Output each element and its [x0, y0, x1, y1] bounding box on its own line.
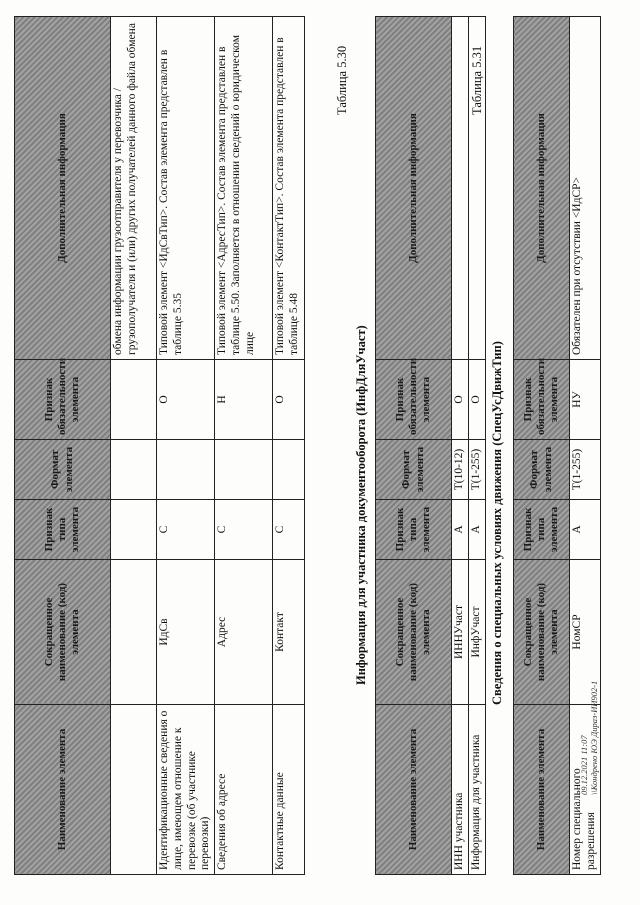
table-cell: НомСР [570, 560, 601, 705]
table-cell: Адрес [215, 560, 273, 705]
table-cell: О [157, 360, 215, 440]
table-cell: Номер специального разрешения [570, 705, 601, 875]
table-cell: Н [215, 360, 273, 440]
header-cell: Признак типа элемента [15, 500, 111, 560]
header-cell: Наименование элемента [514, 705, 570, 875]
table-row [215, 17, 273, 875]
table-cell [111, 705, 157, 875]
header-cell: Дополнительная информация [15, 17, 111, 360]
table-cell: А [468, 500, 485, 560]
table-cell [215, 440, 273, 500]
table-cell [157, 440, 215, 500]
header-cell: Дополнительная информация [376, 17, 452, 360]
header-cell: Признак типа элемента [376, 500, 452, 560]
table-row [111, 17, 157, 875]
table-cell: Типовой элемент <ИдСвТип>. Состав элемента представлен в таблице 5.35 [157, 17, 215, 360]
table-cell: Сведения об адресе [215, 705, 273, 875]
header-cell: Признак обязательности элемента [514, 360, 570, 440]
table-cell: Типовой элемент <КонтактТип>. Состав элемента представлен в таблице 5.48 [273, 17, 305, 360]
table-cell: НУ [570, 360, 601, 440]
table-cell [111, 360, 157, 440]
header-cell: Формат элемента [15, 440, 111, 500]
table-cell: С [215, 500, 273, 560]
table-cell: Т(1-255) [570, 440, 601, 500]
table-cell: С [157, 500, 215, 560]
table-cell: Контакт [273, 560, 305, 705]
table-header-row [376, 17, 452, 875]
table-cell: Т(10-12) [452, 440, 469, 500]
table-cell: А [452, 500, 469, 560]
table-header-row [514, 17, 570, 875]
header-cell: Формат элемента [514, 440, 570, 500]
header-cell: Признак обязательности элемента [15, 360, 111, 440]
table-caption: Таблица 5.31 [470, 45, 484, 115]
table-continuation [14, 16, 305, 875]
table-header-row [15, 17, 111, 875]
table-5-30 [375, 16, 486, 875]
table-cell: Контактные данные [273, 705, 305, 875]
table-cell: Идентификационные сведения о лице, имеющем отношение к перевозке (об участнике перевозки) [157, 705, 215, 875]
footer-timestamp: 09.12.2021 11:07 [579, 735, 589, 795]
header-cell: Сокращенное наименование (код) элемента [15, 560, 111, 705]
table-cell: А [570, 500, 601, 560]
table-cell: ИнфУчаст [468, 560, 485, 705]
table-cell: Информация для участника [468, 705, 485, 875]
table-cell: ИНН участника [452, 705, 469, 875]
table-cell [111, 500, 157, 560]
header-cell: Дополнительная информация [514, 17, 570, 360]
header-cell: Сокращенное наименование (код) элемента [376, 560, 452, 705]
table-cell: ИННУчаст [452, 560, 469, 705]
header-cell: Признак типа элемента [514, 500, 570, 560]
table-cell: Типовой элемент <АдресТип>. Состав элемента представлен в таблице 5.50. Заполняется в отношении сведений о юридическом лице [215, 17, 273, 360]
table-cell: Т(1-255) [468, 440, 485, 500]
table-cell: О [273, 360, 305, 440]
header-cell: Наименование элемента [376, 705, 452, 875]
table-cell: С [273, 500, 305, 560]
table-cell [111, 560, 157, 705]
footer-path: \\Кондрено ЮЭ Дираз-ИИ902-1 [588, 680, 599, 795]
table-cell: Обязателен при отсутствии <ИдСР> [570, 17, 601, 360]
table-cell: О [468, 360, 485, 440]
table-cell: ИдСв [157, 560, 215, 705]
header-cell: Наименование элемента [15, 705, 111, 875]
header-cell: Формат элемента [376, 440, 452, 500]
print-footer [580, 681, 600, 795]
table-title: Сведения о специальных условиях движения (СпецУсДвижТип) [490, 341, 504, 705]
table-title: Информация для участника документооборота (ИнфДляУчаст) [354, 325, 368, 685]
table-cell [273, 440, 305, 500]
table-cell [111, 440, 157, 500]
table-row [273, 17, 305, 875]
table-cell [452, 17, 469, 360]
header-cell: Сокращенное наименование (код) элемента [514, 560, 570, 705]
table-cell: О [452, 360, 469, 440]
table-row [157, 17, 215, 875]
table-row [452, 17, 469, 875]
header-cell: Признак обязательности элемента [376, 360, 452, 440]
table-caption: Таблица 5.30 [335, 45, 349, 115]
table-cell: обмена информации грузоотправителя у перевозчика / грузополучателя и (или) других получателей данного файла обмена [111, 17, 157, 360]
table-row [468, 17, 485, 875]
